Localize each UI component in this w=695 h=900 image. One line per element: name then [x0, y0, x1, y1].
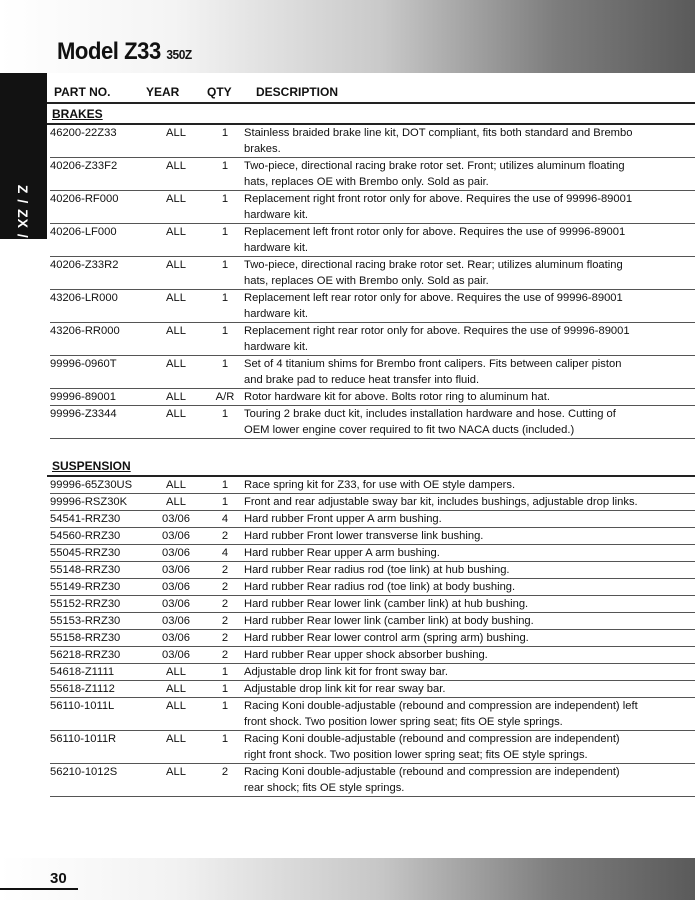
qty-cell: 2 [221, 530, 229, 542]
qty-cell: 1 [221, 733, 229, 745]
table-row [50, 477, 695, 494]
part-number-cell: 43206-LR000 [50, 292, 118, 304]
table-row [50, 528, 695, 545]
year-cell: ALL [166, 766, 186, 778]
year-cell: ALL [166, 160, 186, 172]
table-row [50, 630, 695, 647]
table-row [50, 191, 695, 224]
table-row [50, 664, 695, 681]
section-heading: SUSPENSION [47, 456, 695, 477]
table-row [50, 494, 695, 511]
year-cell: ALL [166, 733, 186, 745]
table-row [50, 158, 695, 191]
year-cell: 03/06 [162, 547, 190, 559]
table-row [50, 356, 695, 389]
description-cell: Hard rubber Rear radius rod (toe link) at hub bushing. [244, 564, 510, 576]
year-cell: ALL [166, 408, 186, 420]
qty-cell: 1 [221, 292, 229, 304]
model-variant: 350Z [166, 47, 192, 62]
part-number-cell: 54560-RRZ30 [50, 530, 121, 542]
description-cell: Set of 4 titanium shims for Brembo front calipers. Fits between caliper piston and brake pad to reduce heat transfer into fluid. [244, 358, 622, 386]
part-number-cell: 99996-65Z30US [50, 479, 133, 491]
year-cell: ALL [166, 683, 186, 695]
column-header-year: YEAR [146, 85, 180, 99]
column-header-part: PART NO. [54, 85, 111, 99]
column-header-qty: QTY [207, 85, 232, 99]
qty-cell: 2 [221, 649, 229, 661]
description-cell: Hard rubber Rear radius rod (toe link) at body bushing. [244, 581, 516, 593]
table-row [50, 731, 695, 764]
table-row [50, 290, 695, 323]
table-row [50, 389, 695, 406]
year-cell: ALL [166, 292, 186, 304]
part-number-cell: 54618-Z1111 [50, 666, 115, 678]
description-cell: Hard rubber Front lower transverse link bushing. [244, 530, 484, 542]
model-name: Model Z33 [57, 38, 161, 65]
description-cell: Front and rear adjustable sway bar kit, includes bushings, adjustable drop links. [244, 496, 638, 508]
qty-cell: 1 [221, 479, 229, 491]
table-row [50, 579, 695, 596]
table-row [50, 764, 695, 797]
qty-cell: 2 [221, 598, 229, 610]
table-header [47, 80, 695, 104]
qty-cell: 2 [221, 615, 229, 627]
description-cell: Racing Koni double-adjustable (rebound and compression are independent) right front shock. Two position lower spring seat; fits OE style springs. [244, 733, 620, 761]
table-row [50, 647, 695, 664]
description-cell: Two-piece, directional racing brake rotor set. Front; utilizes aluminum floating hats, replaces OE with Brembo only. Sold as pair. [244, 160, 625, 188]
description-cell: Race spring kit for Z33, for use with OE style dampers. [244, 479, 516, 491]
description-cell: Replacement right front rotor only for above. Requires the use of 99996-89001 hardware kit. [244, 193, 633, 221]
qty-cell: 1 [221, 160, 229, 172]
column-header-description: DESCRIPTION [256, 85, 339, 99]
part-number-cell: 43206-RR000 [50, 325, 120, 337]
table-row [50, 562, 695, 579]
part-number-cell: 99996-Z3344 [50, 408, 117, 420]
part-number-cell: 56210-1012S [50, 766, 118, 778]
year-cell: ALL [166, 193, 186, 205]
qty-cell: 2 [221, 564, 229, 576]
part-number-cell: 55158-RRZ30 [50, 632, 121, 644]
part-number-cell: 56110-1011L [50, 700, 115, 712]
table-row [50, 125, 695, 158]
year-cell: 03/06 [162, 649, 190, 661]
section-heading: BRAKES [47, 104, 695, 125]
description-cell: Touring 2 brake duct kit, includes installation hardware and hose. Cutting of OEM lower engine cover required to fit two NACA ducts (included.) [244, 408, 616, 436]
footer-gradient-band [0, 858, 695, 900]
year-cell: ALL [166, 226, 186, 238]
year-cell: 03/06 [162, 598, 190, 610]
description-cell: Stainless braided brake line kit, DOT compliant, fits both standard and Brembo brakes. [244, 127, 633, 155]
year-cell: ALL [166, 496, 186, 508]
qty-cell: 1 [221, 127, 229, 139]
parts-table [47, 80, 695, 797]
table-row [50, 511, 695, 528]
table-row [50, 545, 695, 562]
qty-cell: 1 [221, 193, 229, 205]
part-number-cell: 55148-RRZ30 [50, 564, 121, 576]
table-row [50, 257, 695, 290]
description-cell: Two-piece, directional racing brake rotor set. Rear; utilizes aluminum floating hats, replaces OE with Brembo only. Sold as pair. [244, 259, 623, 287]
year-cell: ALL [166, 127, 186, 139]
qty-cell: 1 [221, 325, 229, 337]
qty-cell: 1 [221, 666, 229, 678]
table-row [50, 224, 695, 257]
year-cell: 03/06 [162, 513, 190, 525]
part-number-cell: 99996-89001 [50, 391, 116, 403]
part-number-cell: 54541-RRZ30 [50, 513, 121, 525]
description-cell: Racing Koni double-adjustable (rebound and compression are independent) left front shock. Two position lower spring seat; fits OE style springs. [244, 700, 638, 728]
table-body [47, 104, 695, 797]
description-cell: Rotor hardware kit for above. Bolts rotor ring to aluminum hat. [244, 391, 550, 403]
year-cell: ALL [166, 325, 186, 337]
description-cell: Racing Koni double-adjustable (rebound and compression are independent) rear shock; fits OE style springs. [244, 766, 620, 794]
table-row [50, 681, 695, 698]
table-row [50, 596, 695, 613]
part-number-cell: 55152-RRZ30 [50, 598, 121, 610]
qty-cell: 2 [221, 766, 229, 778]
part-number-cell: 55618-Z1112 [50, 683, 115, 695]
part-number-cell: 55153-RRZ30 [50, 615, 121, 627]
description-cell: Hard rubber Rear lower link (camber link) at body bushing. [244, 615, 534, 627]
qty-cell: A/R [215, 391, 235, 403]
part-number-cell: 56218-RRZ30 [50, 649, 121, 661]
section-spacer [47, 439, 695, 456]
part-number-cell: 40206-RF000 [50, 193, 119, 205]
part-number-cell: 40206-Z33R2 [50, 259, 119, 271]
year-cell: ALL [166, 358, 186, 370]
year-cell: ALL [166, 700, 186, 712]
table-row [50, 613, 695, 630]
year-cell: 03/06 [162, 530, 190, 542]
year-cell: ALL [166, 666, 186, 678]
qty-cell: 1 [221, 226, 229, 238]
description-cell: Replacement left front rotor only for above. Requires the use of 99996-89001 hardware kit. [244, 226, 626, 254]
part-number-cell: 99996-0960T [50, 358, 117, 370]
year-cell: 03/06 [162, 564, 190, 576]
qty-cell: 1 [221, 259, 229, 271]
qty-cell: 4 [221, 547, 229, 559]
section-side-tab [0, 73, 47, 274]
page-title [57, 38, 192, 66]
description-cell: Hard rubber Front upper A arm bushing. [244, 513, 442, 525]
part-number-cell: 55149-RRZ30 [50, 581, 121, 593]
qty-cell: 1 [221, 683, 229, 695]
table-row [50, 406, 695, 439]
qty-cell: 2 [221, 632, 229, 644]
description-cell: Replacement left rear rotor only for above. Requires the use of 99996-89001 hardware kit. [244, 292, 623, 320]
year-cell: 03/06 [162, 581, 190, 593]
qty-cell: 1 [221, 358, 229, 370]
part-number-cell: 46200-22Z33 [50, 127, 117, 139]
description-cell: Replacement right rear rotor only for above. Requires the use of 99996-89001 hardware kit. [244, 325, 630, 353]
part-number-cell: 40206-LF000 [50, 226, 117, 238]
year-cell: ALL [166, 259, 186, 271]
year-cell: ALL [166, 479, 186, 491]
side-tab-label: Z / ZX / ZXT [15, 184, 31, 274]
page-number-rule [0, 888, 78, 890]
description-cell: Hard rubber Rear lower link (camber link) at hub bushing. [244, 598, 529, 610]
description-cell: Hard rubber Rear upper A arm bushing. [244, 547, 440, 559]
qty-cell: 1 [221, 700, 229, 712]
year-cell: 03/06 [162, 615, 190, 627]
description-cell: Adjustable drop link kit for front sway bar. [244, 666, 448, 678]
year-cell: 03/06 [162, 632, 190, 644]
qty-cell: 4 [221, 513, 229, 525]
page-number: 30 [50, 870, 67, 887]
year-cell: ALL [166, 391, 186, 403]
description-cell: Hard rubber Rear upper shock absorber bushing. [244, 649, 488, 661]
part-number-cell: 55045-RRZ30 [50, 547, 121, 559]
qty-cell: 1 [221, 496, 229, 508]
part-number-cell: 40206-Z33F2 [50, 160, 118, 172]
table-row [50, 698, 695, 731]
part-number-cell: 56110-1011R [50, 733, 117, 745]
qty-cell: 1 [221, 408, 229, 420]
qty-cell: 2 [221, 581, 229, 593]
table-row [50, 323, 695, 356]
description-cell: Hard rubber Rear lower control arm (spring arm) bushing. [244, 632, 529, 644]
part-number-cell: 99996-RSZ30K [50, 496, 128, 508]
description-cell: Adjustable drop link kit for rear sway bar. [244, 683, 446, 695]
